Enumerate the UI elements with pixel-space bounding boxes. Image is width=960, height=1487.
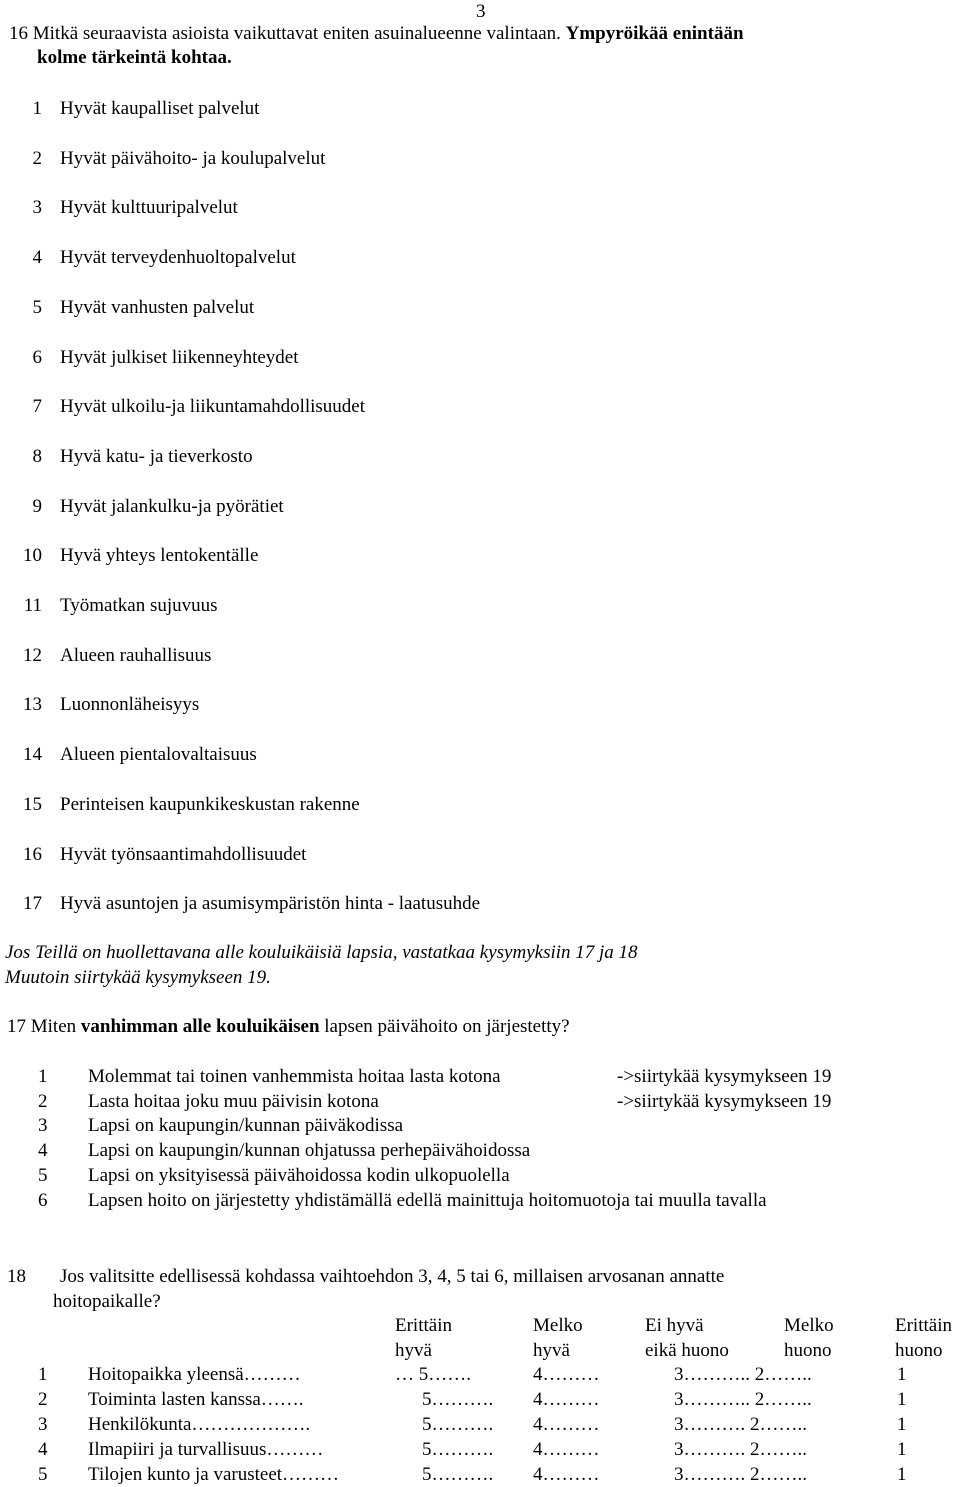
row-number: 3 [38,1414,48,1435]
row-label: Hoitopaikka yleensä……… [88,1364,301,1385]
rating-5: 5………. [422,1414,494,1435]
instruction-note-line1: Jos Teillä on huollettavana alle kouluikäisiä lapsia, vastatkaa kysymyksiin 17 ja 18 [5,942,638,963]
scale-header-line2: hyvä [533,1340,570,1361]
rating-3-2: 3………. 2…….. [674,1414,807,1435]
question-17-heading [7,1015,570,1039]
option-label: Hyvät päivähoito- ja koulupalvelut [60,147,326,169]
option-label: Lapsi on kaupungin/kunnan päiväkodissa [88,1115,404,1136]
option-label: Hyvät julkiset liikenneyhteydet [60,346,299,368]
rating-4: 4……… [533,1414,600,1435]
rating-1: 1 [897,1414,907,1435]
option-number: 3 [38,1115,48,1136]
list-item [0,1065,960,1089]
question-18-text-line2: hoitopaikalle? [53,1291,161,1312]
list-item [0,395,960,419]
skip-instruction: ->siirtykää kysymykseen 19 [617,1091,832,1112]
option-number: 1 [38,1066,48,1087]
option-number: 2 [32,147,42,169]
list-item [0,196,960,220]
list-item [0,1114,960,1138]
option-number: 5 [38,1165,48,1186]
list-item [0,793,960,817]
scale-header-line2: eikä huono [645,1340,729,1361]
question-18-number: 18 [7,1266,26,1287]
rating-3-2: 3………. 2…….. [674,1464,807,1485]
table-row [0,1438,960,1462]
row-number: 2 [38,1389,48,1410]
option-label: Työmatkan sujuvuus [60,595,218,616]
list-item [0,296,960,320]
list-item [0,495,960,519]
question-17-text-post: lapsen päivähoito on järjestetty? [324,1016,570,1037]
rating-5: … 5……. [395,1364,471,1385]
option-number: 10 [23,545,42,567]
rating-4: 4……… [533,1464,600,1485]
option-number: 3 [32,197,42,219]
list-item [0,1164,960,1188]
option-label: Hyvät työnsaantimahdollisuudet [60,843,307,865]
option-number: 17 [23,893,42,915]
table-row [0,1413,960,1437]
list-item [0,346,960,370]
option-label: Luonnonläheisyys [60,694,200,716]
option-label: Hyvä katu- ja tieverkosto [60,445,253,467]
option-label: Lasta hoitaa joku muu päivisin kotona [88,1091,379,1112]
list-item [0,97,960,121]
option-number: 7 [32,396,42,418]
rating-1: 1 [897,1364,907,1385]
option-number: 5 [32,296,42,318]
option-number: 12 [23,644,42,666]
scale-header-line1: Ei hyvä [645,1315,704,1336]
question-17-text-bold: vanhimman alle kouluikäisen [80,1016,320,1037]
option-label: Perinteisen kaupunkikeskustan rakenne [60,793,360,815]
option-number: 14 [23,744,42,766]
row-label: Tilojen kunto ja varusteet……… [88,1464,340,1485]
option-label: Hyvät jalankulku-ja pyörätiet [60,495,284,517]
list-item [0,445,960,469]
option-label: Hyvä yhteys lentokentälle [60,545,259,567]
option-number: 13 [23,694,42,716]
skip-instruction: ->siirtykää kysymykseen 19 [617,1066,832,1087]
option-number: 11 [23,595,42,616]
option-number: 4 [38,1140,48,1161]
option-label: Hyvä asuntojen ja asumisympäristön hinta - laatusuhde [60,893,481,915]
option-label: Alueen rauhallisuus [60,644,212,666]
option-label: Hyvät vanhusten palvelut [60,296,255,318]
option-label: Lapsen hoito on järjestetty yhdistämällä edellä mainittuja hoitomuotoja tai muulla tavalla [88,1190,767,1211]
rating-3-2: 3………. 2…….. [674,1439,807,1460]
rating-4: 4……… [533,1364,600,1385]
option-number: 15 [23,793,42,815]
page-number: 3 [476,1,486,22]
rating-1: 1 [897,1464,907,1485]
rating-1: 1 [897,1439,907,1460]
list-item [0,743,960,767]
list-item [0,147,960,171]
question-16-number: 16 [9,23,28,44]
list-item [0,1189,960,1213]
option-label: Lapsi on kaupungin/kunnan ohjatussa perhepäivähoidossa [88,1140,531,1161]
table-row [0,1463,960,1487]
scale-header-line1: Erittäin [395,1315,452,1336]
list-item [0,594,960,618]
option-number: 9 [32,495,42,517]
scale-header-line1: Melko [784,1315,834,1336]
rating-5: 5………. [422,1439,494,1460]
list-item [0,843,960,867]
option-number: 1 [32,98,42,119]
list-item [0,892,960,916]
row-label: Toiminta lasten kanssa……. [88,1389,304,1410]
row-label: Henkilökunta………………. [88,1414,311,1435]
rating-3-2: 3……….. 2…….. [674,1389,812,1410]
scale-header-line1: Melko [533,1315,583,1336]
option-label: Molemmat tai toinen vanhemmista hoitaa lasta kotona [88,1066,501,1087]
list-item [0,644,960,668]
option-label: Hyvät ulkoilu-ja liikuntamahdollisuudet [60,396,366,418]
option-label: Hyvät kaupalliset palvelut [60,98,260,119]
option-number: 4 [32,247,42,269]
table-row [0,1363,960,1387]
list-item [0,544,960,568]
scale-header-line2: huono [784,1340,832,1361]
option-number: 16 [23,843,42,865]
row-number: 1 [38,1364,48,1385]
question-17-text-pre: Miten [30,1016,77,1037]
row-label: Ilmapiiri ja turvallisuus……… [88,1439,324,1460]
row-number: 5 [38,1464,48,1485]
question-16-text: Mitkä seuraavista asioista vaikuttavat eniten asuinalueenne valintaan. [32,23,561,44]
option-label: Lapsi on yksityisessä päivähoidossa kodin ulkopuolella [88,1165,510,1186]
rating-1: 1 [897,1389,907,1410]
question-18-text-line1: Jos valitsitte edellisessä kohdassa vaihtoehdon 3, 4, 5 tai 6, millaisen arvosanan annatte [60,1266,725,1287]
option-number: 6 [32,346,42,368]
option-label: Alueen pientalovaltaisuus [60,744,257,766]
list-item [0,1090,960,1114]
rating-4: 4……… [533,1389,600,1410]
question-17-number: 17 [7,1016,26,1037]
rating-3-2: 3……….. 2…….. [674,1364,812,1385]
option-label: Hyvät kulttuuripalvelut [60,197,238,219]
question-16-heading [9,22,744,46]
rating-5: 5………. [422,1389,494,1410]
question-16-instruction-continued: kolme tärkeintä kohtaa. [37,47,232,68]
list-item [0,246,960,270]
row-number: 4 [38,1439,48,1460]
option-number: 8 [32,445,42,467]
list-item [0,693,960,717]
rating-5: 5………. [422,1464,494,1485]
scale-header-line2: hyvä [395,1340,432,1361]
scale-header-line2: huono [895,1340,943,1361]
option-number: 6 [38,1190,48,1211]
instruction-note-line2: Muutoin siirtykää kysymykseen 19. [5,967,271,988]
option-label: Hyvät terveydenhuoltopalvelut [60,247,296,269]
list-item [0,1139,960,1163]
rating-4: 4……… [533,1439,600,1460]
scale-header-line1: Erittäin [895,1315,952,1336]
question-16-instruction: Ympyröikää enintään [565,23,744,44]
table-row [0,1388,960,1412]
option-number: 2 [38,1091,48,1112]
